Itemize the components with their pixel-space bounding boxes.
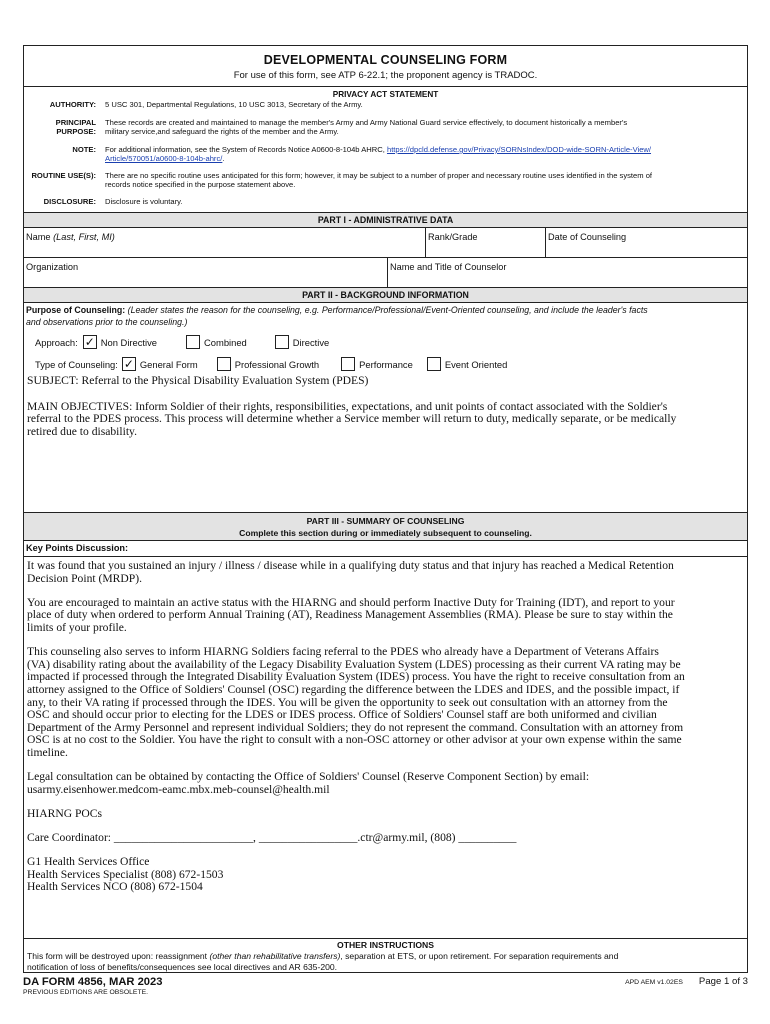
key-points-line: You are encouraged to maintain an active status with the HIARNG and should perform Inactive Duty for Training (IDT), and report to your [27, 595, 675, 609]
part3-header [24, 513, 747, 541]
previous-editions-note: PREVIOUS EDITIONS ARE OBSOLETE. [23, 989, 149, 996]
other-instructions-line-2: notification of loss of benefits/consequences see local directives and AR 635-200. [27, 962, 338, 973]
page-number: Page 1 of 3 [698, 976, 748, 987]
purpose-label: Purpose of Counseling: [26, 305, 126, 315]
counseling-form [23, 45, 748, 973]
key-points-line: G1 Health Services Office [27, 855, 150, 869]
organization-field[interactable] [24, 258, 388, 287]
form-id: DA FORM 4856, MAR 2023 [23, 976, 163, 988]
date-of-counseling-field[interactable] [546, 228, 747, 257]
routine-line-2: records notice specified in the purpose statement above. [105, 180, 296, 189]
key-points-line: It was found that you sustained an injury / illness / disease while in a qualifying duty status and that injury has reached a Medical Retention [27, 559, 674, 572]
form-title: DEVELOPMENTAL COUNSELING FORM [263, 53, 508, 67]
performance-label: Performance [359, 358, 413, 370]
authority-label: AUTHORITY: [49, 100, 96, 109]
approach-label: Approach: [35, 336, 78, 348]
purpose-hint-line-1: (Leader states the reason for the counseling, e.g. Performance/Professional/Event-Oriented counseling, and include the leader's facts [127, 305, 648, 315]
key-points-line: timeline. [27, 745, 68, 759]
checkbox-non-directive[interactable]: ✓ [84, 335, 95, 349]
checkbox-performance[interactable] [341, 357, 355, 371]
key-points-line: Department of the Army Personnel and represent individual Soldiers; they do not represent the command. Consultation with an attorney from [27, 720, 684, 734]
key-points-line: This counseling also serves to inform HIARNG Soldiers facing referral to the PDES who already have a Department of Veterans Affairs [27, 645, 659, 659]
form-subtitle: For use of this form, see ATP 6-22.1; the proponent agency is TRADOC. [233, 70, 538, 81]
key-points-line: Care Coordinator: ________________________, _________________.ctr@army.mil, (808) __________ [27, 831, 517, 845]
note-text: For additional information, see the System of Records Notice A0600-8-104b AHRC, https://dpcld.defense.gov/Privacy/SORNsIndex/DOD-wide-SORN-Article-View/ Article/570051/a0600-8-104b-ahrc/. [105, 145, 652, 163]
main-objectives-line-1: MAIN OBJECTIVES: Inform Soldier of their rights, responsibilities, expectations, and unit points of contact associated with the Soldier's [27, 399, 668, 413]
checkbox-general-form[interactable]: ✓ [123, 357, 134, 371]
form-header [24, 46, 747, 87]
part1-row-1 [24, 228, 747, 258]
name-label: Name [26, 232, 51, 242]
authority-text: 5 USC 301, Departmental Regulations, 10 USC 3013, Secretary of the Army. [105, 100, 363, 109]
routine-use-label: ROUTINE USE(S): [31, 171, 96, 180]
principal-line-1: These records are created and maintained to manage the member's Army and Army National Guard service effectively, to document historically a member's [105, 118, 628, 127]
checkbox-professional-growth[interactable] [217, 357, 231, 371]
rank-grade-label: Rank/Grade [428, 232, 478, 242]
subject-line: SUBJECT: Referral to the Physical Disability Evaluation System (PDES) [27, 374, 369, 387]
principal-line-2: military service,and safeguard the rights of the member and the Army. [105, 127, 339, 136]
other-instructions-title: OTHER INSTRUCTIONS [337, 940, 434, 950]
key-points-paragraph [27, 808, 744, 821]
key-points-paragraph [27, 597, 744, 635]
key-points-line: Legal consultation can be obtained by contacting the Office of Soldiers' Counsel (Reserve Component Section) by email: [27, 770, 590, 784]
main-objectives-line-2: referral to the PDES process. This process will determine whether a Service member will return to duty, medically separate, or be medically [27, 412, 677, 426]
note-prefix: For additional information, see the System of Records Notice A0600-8-104b AHRC, [105, 145, 387, 154]
routine-line-1: There are no specific routine uses anticipated for this form; however, it may be subject to a number of proper and necessary routine uses identified in the system of [105, 171, 653, 180]
principal-purpose-row [24, 118, 747, 136]
sorn-link-continued[interactable]: Article/570051/a0600-8-104b-ahrc/ [105, 154, 223, 163]
other-instructions-line-1 [27, 951, 744, 962]
principal-label-line-2: PURPOSE: [56, 127, 96, 136]
key-points-label: Key Points Discussion: [24, 541, 747, 557]
checkbox-directive[interactable] [275, 335, 289, 349]
key-points-line: (VA) disability rating about the availability of the Legacy Disability Evaluation System (LDES) processing as their current VA rating may be [27, 657, 681, 671]
part2-header: PART II - BACKGROUND INFORMATION [24, 288, 747, 303]
instr-text-a: This form will be destroyed upon: reassignment [27, 951, 210, 962]
counselor-field[interactable] [388, 258, 747, 287]
disclosure-label: DISCLOSURE: [43, 197, 96, 206]
key-points-text-area[interactable] [24, 557, 747, 939]
part2-body [24, 303, 747, 513]
type-label: Type of Counseling: [35, 358, 118, 370]
form-version: APD AEM v1.02ES [625, 979, 683, 986]
combined-label: Combined [204, 336, 247, 348]
part1-row-2 [24, 258, 747, 288]
counselor-label: Name and Title of Counselor [390, 262, 507, 272]
checkbox-event-oriented[interactable] [427, 357, 441, 371]
sorn-link[interactable]: https://dpcld.defense.gov/Privacy/SORNsIndex/DOD-wide-SORN-Article-View/ [386, 145, 652, 154]
privacy-title: PRIVACY ACT STATEMENT [332, 90, 439, 99]
organization-label: Organization [26, 262, 79, 272]
principal-label-line-1: PRINCIPAL [55, 118, 96, 127]
key-points-line: usarmy.eisenhower.medcom-eamc.mbx.meb-counsel@health.mil [27, 782, 330, 796]
key-points-line: HIARNG POCs [27, 806, 103, 820]
authority-row [24, 100, 747, 109]
other-instructions [24, 939, 747, 974]
key-points-line: Health Services NCO (808) 672-1504 [27, 880, 203, 894]
instr-text-b: (other than rehabilitative transfers) [209, 951, 341, 962]
main-objectives-line-3: retired due to disability. [27, 424, 138, 438]
form-footer [23, 976, 748, 996]
purpose-text-area[interactable] [27, 375, 744, 438]
key-points-line: limits of your profile. [27, 620, 127, 634]
key-points-line: place of duty when ordered to perform Annual Training (AT), Readiness Management Assemblies (RMA). Please be sure to stay within the [27, 608, 673, 622]
instr-text-c: , separation at ETS, or upon retirement. For separation requirements and [340, 951, 619, 962]
routine-use-row [24, 171, 747, 189]
general-form-label: General Form [139, 358, 198, 370]
privacy-act-statement [24, 87, 747, 213]
purpose-hint-line-2: and observations prior to the counseling.) [26, 316, 188, 327]
key-points-paragraph [27, 832, 744, 845]
key-points-line: impacted if processed through the Integrated Disability Evaluation System (IDES) process. You have the right to receive consultation from an [27, 670, 685, 684]
key-points-line: any, to their VA rating if processed through the IDES. You will be given the opportunity to seek out consultation with an attorney from the [27, 695, 668, 709]
directive-label: Directive [292, 336, 330, 348]
key-points-paragraph [27, 856, 744, 894]
key-points-line: Health Services Specialist (808) 672-1503 [27, 867, 224, 881]
event-oriented-label: Event Oriented [444, 358, 508, 370]
disclosure-row [24, 197, 747, 206]
disclosure-text: Disclosure is voluntary. [105, 197, 183, 206]
key-points-paragraph [27, 560, 744, 585]
key-points-line: OSC is at no cost to the Soldier. You have the right to consult with a non-OSC attorney or other advisor at your own expense within the same [27, 733, 682, 747]
name-field[interactable] [24, 228, 426, 257]
key-points-line: Decision Point (MRDP). [27, 571, 142, 585]
routine-use-text [96, 171, 747, 189]
non-directive-label: Non Directive [100, 336, 158, 348]
key-points-paragraph [27, 646, 744, 759]
footer-right [625, 976, 748, 987]
note-row [24, 145, 747, 163]
principal-purpose-text [96, 118, 747, 136]
date-label: Date of Counseling [548, 232, 627, 242]
key-points-paragraph [27, 771, 744, 796]
key-points-line: OSC and should occur prior to electing for the LDES or IDES process. Office of Soldiers' Counsel staff are both uniformed and civilian [27, 708, 657, 722]
professional-growth-label: Professional Growth [234, 358, 320, 370]
part3-subtitle: Complete this section during or immediately subsequent to counseling. [239, 527, 532, 538]
name-hint: (Last, First, MI) [53, 232, 115, 242]
type-of-counseling-row [35, 357, 507, 371]
note-label: NOTE: [72, 145, 96, 154]
principal-purpose-label [24, 118, 96, 136]
approach-row [35, 335, 329, 349]
key-points-line: attorney assigned to the Office of Soldiers' Counsel (OSC) regarding the difference between the LDES and IDES, and the possible impact, if [27, 682, 680, 696]
checkbox-combined[interactable] [186, 335, 200, 349]
purpose-of-counseling [24, 303, 747, 328]
rank-grade-field[interactable] [426, 228, 546, 257]
part1-header: PART I - ADMINISTRATIVE DATA [24, 213, 747, 228]
part3-title: PART III - SUMMARY OF COUNSELING [306, 516, 465, 526]
